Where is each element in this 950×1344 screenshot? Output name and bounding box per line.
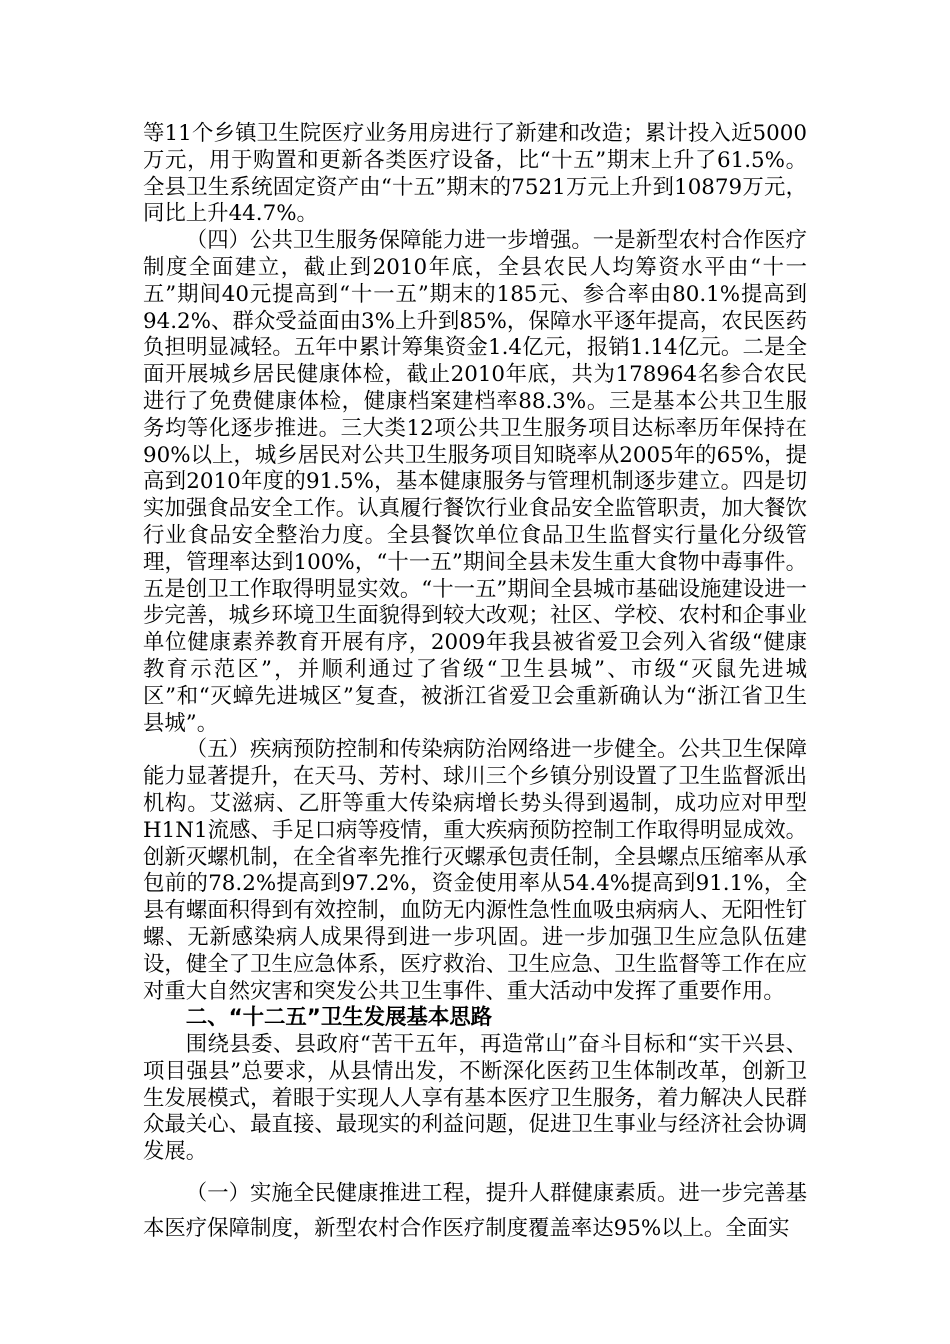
paragraph-heading-5: （五）疾病预防控制和传染病防治网络进一步健全。 — [185, 737, 679, 763]
paragraph-health-project — [143, 1176, 807, 1246]
paragraph-facilities: 等11个乡镇卫生院医疗业务用房进行了新建和改造；累计投入近5000万元，用于购置和更新各类医疗设备，比“十五”期末上升了61.5%。全县卫生系统固定资产由“十五”期末的7521万元上升到10879万元，同比上升44.7%。 — [143, 121, 807, 227]
document-body — [143, 121, 807, 1246]
paragraph-body-section2-1: 进一步完善基本医疗保障制度，新型农村合作医疗制度覆盖率达95%以上。全面实 — [143, 1181, 807, 1242]
paragraph-public-health — [143, 228, 807, 737]
paragraph-heading-4: （四）公共卫生服务保障能力进一步增强。 — [185, 228, 593, 254]
paragraph-disease-control — [143, 737, 807, 1005]
paragraph-guiding-ideas: 围绕县委、县政府“苦干五年，再造常山”奋斗目标和“实干兴县、项目强县”总要求，从县情出发，不断深化医药卫生体制改革，创新卫生发展模式，着眼于实现人人享有基本医疗卫生服务，着力解决人民群众最关心、最直接、最现实的利益问题，促进卫生事业与经济社会协调发展。 — [143, 1032, 807, 1165]
paragraph-body-5: 公共卫生保障能力显著提升，在天马、芳村、球川三个乡镇分别设置了卫生监督派出机构。艾滋病、乙肝等重大传染病增长势头得到遏制，成功应对甲型H1N1流感、手足口病等疫情，重大疾病预防控制工作取得明显成效。创新灭螺机制，在全省率先推行灭螺承包责任制，全县螺点压缩率从承包前的78.2%提高到97.2%，资金使用率从54.4%提高到91.1%，全县有螺面积得到有效控制，血防无内源性急性血吸虫病病人、无阳性钉螺、无新感染病人成果得到进一步巩固。进一步加强卫生应急队伍建设，健全了卫生应急体系，医疗救治、卫生应急、卫生监督等工作在应对重大自然灾害和突发公共卫生事件、重大活动中发挥了重要作用。 — [143, 737, 807, 1004]
section-title: 二、“十二五”卫生发展基本思路 — [185, 1005, 492, 1031]
paragraph-body-4: 一是新型农村合作医疗制度全面建立，截止到2010年底，全县农民人均筹资水平由“十一五”期间40元提高到“十一五”期末的185元、参合率由80.1%提高到94.2%、群众受益面由3%上升到85%，保障水平逐年提高，农民医药负担明显减轻。五年中累计筹集资金1.4亿元，报销1.14亿元。二是全面开展城乡居民健康体检，截止2010年底，共为178964名参合农民进行了免费健康体检，健康档案建档率88.3%。三是基本公共卫生服务均等化逐步推进。三大类12项公共卫生服务项目达标率历年保持在90%以上，城乡居民对公共卫生服务项目知晓率从2005年的65%，提高到2010年度的91.5%，基本健康服务与管理机制逐步建立。四是切实加强食品安全工作。认真履行餐饮行业食品安全监管职责，加大餐饮行业食品安全整治力度。全县餐饮单位食品卫生监督实行量化分级管理，管理率达到100%，“十一五”期间全县未发生重大食物中毒事件。五是创卫工作取得明显实效。“十一五”期间全县城市基础设施建设进一步完善，城乡环境卫生面貌得到较大改观；社区、学校、农村和企事业单位健康素养教育开展有序，2009年我县被省爱卫会列入省级“健康教育示范区”，并顺利通过了省级“卫生县城”、市级“灭鼠先进城区”和“灭蟑先进城区”复查，被浙江省爱卫会重新确认为“浙江省卫生县城”。 — [143, 228, 807, 736]
paragraph-heading-section2-1: （一）实施全民健康推进工程，提升人群健康素质。 — [185, 1181, 679, 1207]
